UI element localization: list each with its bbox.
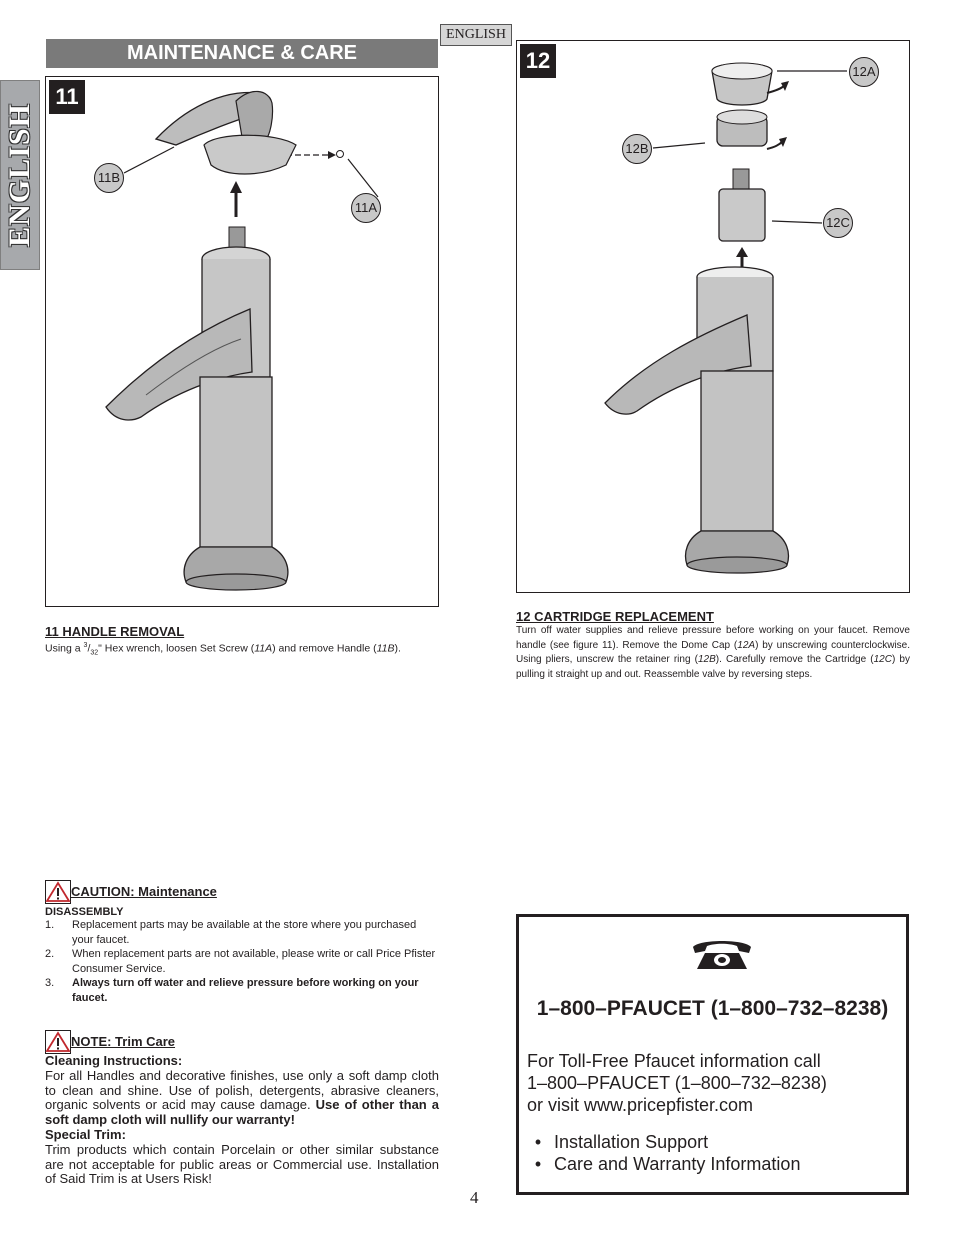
contact-info [527, 1050, 827, 1116]
callout-12a: 12A [849, 57, 879, 87]
caution-list [45, 918, 439, 1005]
section-banner: MAINTENANCE & CARE [46, 39, 438, 68]
figure-11-box [45, 76, 439, 607]
fig11-text-part: ) and remove Handle ( [272, 642, 377, 655]
ref-12b: 12B [697, 654, 716, 665]
list-number: 3. [45, 977, 55, 989]
list-text: Replacement parts may be available at the store where you purchased your faucet. [72, 919, 417, 946]
bullet-text: Care and Warranty Information [554, 1154, 801, 1174]
figure-12-caption [516, 609, 910, 682]
page-number: 4 [470, 1188, 479, 1207]
figure-12-text [516, 624, 910, 682]
warning-icon [45, 1030, 71, 1054]
figure-11-text: Using a $^3/_{32}$" Hex wrench, loosen Set Screw (11A) and remove Handle (11B). [45, 642, 401, 657]
figure-11-heading: 11 HANDLE REMOVAL [45, 624, 185, 639]
fig12-text-part: ). Carefully remove the Cartridge ( [715, 654, 874, 665]
side-tab-label: ENGLISH [3, 103, 36, 247]
callout-12b: 12B [622, 134, 652, 164]
callout-12c: 12C [823, 208, 853, 238]
list-number: 2. [45, 948, 55, 960]
caution-title-row [45, 880, 439, 904]
caution-subhead: DISASSEMBLY [45, 906, 124, 918]
fig12-text-part: Turn off water supplies and relieve pressure before working on your faucet. Remove handle (see figure 11). Remove the Dome Cap ( [516, 625, 910, 651]
note-title: NOTE: Trim Care [71, 1034, 176, 1050]
ref-12a: 12A [737, 639, 756, 651]
caution-section [45, 880, 439, 1005]
ref-11a: 11A [254, 642, 273, 655]
cartridge-illustration [517, 41, 908, 591]
contact-website[interactable]: or visit www.pricepfister.com [527, 1095, 754, 1115]
list-text: When replacement parts are not available, please write or call Price Pfister Consumer Service. [72, 948, 436, 975]
contact-line: 1–800–PFAUCET (1–800–732–8238) [527, 1073, 827, 1093]
figure-12-number: 12 [520, 44, 556, 78]
language-side-tab [0, 80, 40, 270]
callout-11b: 11B [94, 163, 124, 193]
bullet-text: Installation Support [554, 1132, 709, 1152]
callout-11a: 11A [351, 193, 381, 223]
fig11-text-part: Using a [45, 642, 84, 655]
fig11-text-part: " Hex wrench, loosen Set Screw ( [98, 642, 255, 655]
cleaning-text: For all Handles and decorative finishes, use only a soft damp cloth to clean and shine. Use of polish, detergents, abrasive cleaners, organic solvents or acid may cause damage. [45, 1067, 439, 1113]
telephone-icon [689, 937, 755, 971]
language-tab: ENGLISH [440, 24, 512, 46]
cleaning-warning: Use of other than a soft damp cloth will nullify our warranty! [45, 1097, 439, 1128]
ref-11b: 11B [376, 642, 395, 655]
contact-line: For Toll-Free Pfaucet information call [527, 1051, 821, 1071]
faucet-handle-illustration [46, 77, 437, 605]
ref-12c: 12C [873, 654, 892, 665]
support-list [527, 1131, 800, 1175]
cleaning-paragraph [45, 1069, 439, 1128]
bullet-icon: • [534, 1132, 542, 1152]
figure-12-heading: 12 CARTRIDGE REPLACEMENT [516, 609, 714, 624]
fig11-text-part: ). [394, 642, 401, 655]
warning-icon [45, 880, 71, 904]
bullet-icon: • [534, 1154, 542, 1174]
list-item [527, 1153, 800, 1175]
figure-12-box [516, 40, 910, 593]
fig12-text-part: ) by unscrewing counterclockwise. Using pliers, unscrew the retainer ring ( [516, 639, 910, 665]
list-item [45, 918, 439, 947]
fraction-numerator: 3 [83, 642, 88, 649]
fig12-text-part: ) by pulling it straight up and out. Reassemble valve by reversing steps. [516, 654, 910, 680]
list-item [45, 947, 439, 976]
figure-11-caption [45, 624, 439, 661]
caution-title: CAUTION: Maintenance [71, 884, 217, 900]
note-body [45, 1054, 439, 1187]
special-trim-heading: Special Trim: [45, 1126, 126, 1142]
figure-11-number: 11 [49, 80, 85, 114]
cleaning-heading: Cleaning Instructions: [45, 1053, 183, 1068]
note-title-row [45, 1030, 439, 1054]
list-item [45, 976, 439, 1005]
list-text: Always turn off water and relieve pressure before working on your faucet. [72, 977, 419, 1004]
fraction-denominator: 32 [90, 649, 99, 657]
phone-heading: 1–800–PFAUCET (1–800–732–8238) [536, 997, 889, 1020]
special-trim-text: Trim products which contain Porcelain or other similar substance are not acceptable for public areas or Commercial use. Installation of Said Trim is at Users Risk! [45, 1141, 439, 1187]
note-section [45, 1030, 439, 1187]
list-item [527, 1131, 800, 1153]
contact-box [516, 914, 909, 1195]
list-number: 1. [45, 919, 55, 931]
